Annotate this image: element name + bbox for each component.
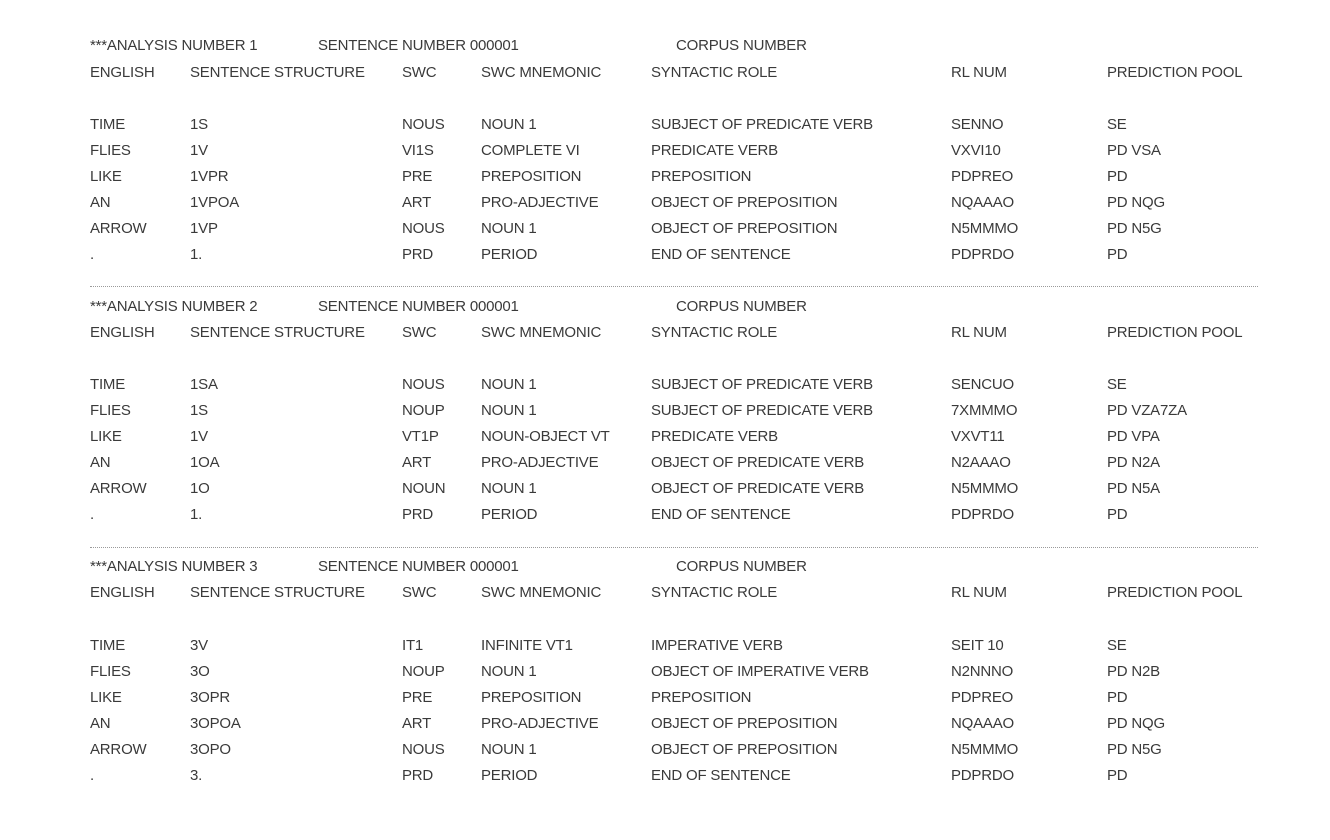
cell-english: AN bbox=[90, 194, 111, 211]
cell-pool: PD N5G bbox=[1107, 741, 1162, 758]
col-swc-mnemonic: SWC MNEMONIC bbox=[481, 64, 602, 81]
cell-english: FLIES bbox=[90, 663, 131, 680]
cell-role: END OF SENTENCE bbox=[651, 767, 791, 784]
col-prediction-pool: PREDICTION POOL bbox=[1107, 64, 1243, 81]
cell-english: TIME bbox=[90, 637, 126, 654]
cell-role: PREDICATE VERB bbox=[651, 428, 778, 445]
cell-pool: PD bbox=[1107, 506, 1128, 523]
cell-mnemonic: PREPOSITION bbox=[481, 168, 582, 185]
analysis-header-line bbox=[0, 36, 1330, 56]
cell-rl-num: 7XMMMO bbox=[951, 402, 1018, 419]
col-swc: SWC bbox=[402, 584, 437, 601]
cell-role: END OF SENTENCE bbox=[651, 246, 791, 263]
col-sentence-structure: SENTENCE STRUCTURE bbox=[190, 584, 365, 601]
cell-role: OBJECT OF PREDICATE VERB bbox=[651, 454, 865, 471]
sentence-number: SENTENCE NUMBER 000001 bbox=[318, 558, 519, 575]
cell-pool: PD VZA7ZA bbox=[1107, 402, 1187, 419]
cell-swc: NOUP bbox=[402, 402, 445, 419]
cell-role: PREDICATE VERB bbox=[651, 142, 778, 159]
cell-structure: 1VPOA bbox=[190, 194, 240, 211]
cell-mnemonic: NOUN 1 bbox=[481, 663, 537, 680]
section-divider bbox=[90, 547, 1258, 548]
cell-rl-num: PDPRDO bbox=[951, 767, 1014, 784]
cell-english: ARROW bbox=[90, 741, 147, 758]
cell-swc: NOUN bbox=[402, 480, 446, 497]
table-row bbox=[0, 505, 1330, 525]
cell-english: FLIES bbox=[90, 402, 131, 419]
col-syntactic-role: SYNTACTIC ROLE bbox=[651, 324, 778, 341]
cell-swc: PRD bbox=[402, 506, 434, 523]
cell-pool: PD N2B bbox=[1107, 663, 1160, 680]
cell-english: TIME bbox=[90, 376, 126, 393]
table-row bbox=[0, 766, 1330, 786]
cell-structure: 1O bbox=[190, 480, 210, 497]
cell-rl-num: NQAAAO bbox=[951, 194, 1014, 211]
cell-swc: VI1S bbox=[402, 142, 434, 159]
cell-role: SUBJECT OF PREDICATE VERB bbox=[651, 376, 873, 393]
col-english: ENGLISH bbox=[90, 584, 155, 601]
cell-rl-num: SEIT 10 bbox=[951, 637, 1004, 654]
cell-swc: NOUP bbox=[402, 663, 445, 680]
col-syntactic-role: SYNTACTIC ROLE bbox=[651, 64, 778, 81]
cell-mnemonic: NOUN-OBJECT VT bbox=[481, 428, 610, 445]
table-row bbox=[0, 167, 1330, 187]
sentence-number: SENTENCE NUMBER 000001 bbox=[318, 37, 519, 54]
cell-pool: PD bbox=[1107, 246, 1128, 263]
cell-rl-num: NQAAAO bbox=[951, 715, 1014, 732]
cell-role: OBJECT OF PREPOSITION bbox=[651, 194, 838, 211]
cell-mnemonic: PRO-ADJECTIVE bbox=[481, 454, 599, 471]
cell-structure: 1S bbox=[190, 402, 208, 419]
cell-english: . bbox=[90, 767, 94, 784]
cell-role: END OF SENTENCE bbox=[651, 506, 791, 523]
col-english: ENGLISH bbox=[90, 64, 155, 81]
analysis-header-line bbox=[0, 557, 1330, 577]
corpus-number: CORPUS NUMBER bbox=[676, 37, 807, 54]
cell-swc: PRD bbox=[402, 246, 434, 263]
col-swc-mnemonic: SWC MNEMONIC bbox=[481, 324, 602, 341]
table-row bbox=[0, 115, 1330, 135]
cell-structure: 1. bbox=[190, 506, 203, 523]
corpus-number: CORPUS NUMBER bbox=[676, 298, 807, 315]
cell-english: AN bbox=[90, 454, 111, 471]
col-rl-num: RL NUM bbox=[951, 64, 1007, 81]
cell-swc: PRE bbox=[402, 168, 433, 185]
cell-pool: SE bbox=[1107, 116, 1127, 133]
col-swc-mnemonic: SWC MNEMONIC bbox=[481, 584, 602, 601]
cell-role: PREPOSITION bbox=[651, 689, 752, 706]
col-english: ENGLISH bbox=[90, 324, 155, 341]
cell-mnemonic: NOUN 1 bbox=[481, 116, 537, 133]
cell-swc: NOUS bbox=[402, 376, 445, 393]
cell-pool: PD N2A bbox=[1107, 454, 1160, 471]
col-sentence-structure: SENTENCE STRUCTURE bbox=[190, 64, 365, 81]
cell-english: TIME bbox=[90, 116, 126, 133]
table-row bbox=[0, 141, 1330, 161]
cell-rl-num: N5MMMO bbox=[951, 741, 1019, 758]
cell-role: OBJECT OF PREDICATE VERB bbox=[651, 480, 865, 497]
corpus-number: CORPUS NUMBER bbox=[676, 558, 807, 575]
cell-swc: NOUS bbox=[402, 116, 445, 133]
sentence-number: SENTENCE NUMBER 000001 bbox=[318, 298, 519, 315]
cell-mnemonic: INFINITE VT1 bbox=[481, 637, 573, 654]
cell-mnemonic: NOUN 1 bbox=[481, 402, 537, 419]
table-row bbox=[0, 193, 1330, 213]
cell-mnemonic: COMPLETE VI bbox=[481, 142, 580, 159]
cell-pool: PD NQG bbox=[1107, 194, 1165, 211]
cell-rl-num: PDPRDO bbox=[951, 506, 1014, 523]
cell-structure: 1V bbox=[190, 142, 208, 159]
cell-structure: 1VP bbox=[190, 220, 218, 237]
cell-rl-num: VXVI10 bbox=[951, 142, 1001, 159]
section-divider bbox=[90, 286, 1258, 287]
cell-english: AN bbox=[90, 715, 111, 732]
cell-role: OBJECT OF PREPOSITION bbox=[651, 715, 838, 732]
column-header-row bbox=[0, 63, 1330, 83]
cell-mnemonic: NOUN 1 bbox=[481, 376, 537, 393]
table-row bbox=[0, 636, 1330, 656]
cell-structure: 3V bbox=[190, 637, 208, 654]
cell-swc: PRD bbox=[402, 767, 434, 784]
cell-swc: PRE bbox=[402, 689, 433, 706]
table-row bbox=[0, 245, 1330, 265]
cell-english: LIKE bbox=[90, 168, 122, 185]
table-row bbox=[0, 479, 1330, 499]
cell-pool: SE bbox=[1107, 637, 1127, 654]
cell-rl-num: PDPREO bbox=[951, 689, 1014, 706]
col-swc: SWC bbox=[402, 324, 437, 341]
cell-swc: IT1 bbox=[402, 637, 424, 654]
cell-mnemonic: PREPOSITION bbox=[481, 689, 582, 706]
cell-mnemonic: PERIOD bbox=[481, 246, 538, 263]
cell-mnemonic: NOUN 1 bbox=[481, 220, 537, 237]
column-header-row bbox=[0, 323, 1330, 343]
cell-rl-num: SENCUO bbox=[951, 376, 1014, 393]
cell-pool: PD bbox=[1107, 168, 1128, 185]
cell-english: FLIES bbox=[90, 142, 131, 159]
table-row bbox=[0, 375, 1330, 395]
cell-mnemonic: PRO-ADJECTIVE bbox=[481, 715, 599, 732]
table-row bbox=[0, 688, 1330, 708]
cell-mnemonic: PERIOD bbox=[481, 506, 538, 523]
col-prediction-pool: PREDICTION POOL bbox=[1107, 584, 1243, 601]
cell-english: LIKE bbox=[90, 689, 122, 706]
cell-swc: NOUS bbox=[402, 220, 445, 237]
analysis-number: ***ANALYSIS NUMBER 3 bbox=[90, 558, 258, 575]
col-prediction-pool: PREDICTION POOL bbox=[1107, 324, 1243, 341]
cell-structure: 1. bbox=[190, 246, 203, 263]
cell-swc: ART bbox=[402, 715, 432, 732]
cell-rl-num: N5MMMO bbox=[951, 480, 1019, 497]
cell-role: PREPOSITION bbox=[651, 168, 752, 185]
cell-mnemonic: NOUN 1 bbox=[481, 480, 537, 497]
cell-pool: PD N5G bbox=[1107, 220, 1162, 237]
cell-pool: PD VPA bbox=[1107, 428, 1160, 445]
cell-role: SUBJECT OF PREDICATE VERB bbox=[651, 116, 873, 133]
table-row bbox=[0, 662, 1330, 682]
cell-english: ARROW bbox=[90, 220, 147, 237]
cell-structure: 1S bbox=[190, 116, 208, 133]
col-rl-num: RL NUM bbox=[951, 324, 1007, 341]
analysis-header-line bbox=[0, 297, 1330, 317]
cell-structure: 3OPOA bbox=[190, 715, 241, 732]
cell-rl-num: N2NNNO bbox=[951, 663, 1014, 680]
cell-structure: 3. bbox=[190, 767, 203, 784]
cell-structure: 3OPR bbox=[190, 689, 231, 706]
cell-english: LIKE bbox=[90, 428, 122, 445]
col-swc: SWC bbox=[402, 64, 437, 81]
analysis-number: ***ANALYSIS NUMBER 2 bbox=[90, 298, 258, 315]
cell-structure: 1OA bbox=[190, 454, 220, 471]
cell-rl-num: PDPREO bbox=[951, 168, 1014, 185]
cell-swc: ART bbox=[402, 194, 432, 211]
cell-rl-num: SENNO bbox=[951, 116, 1004, 133]
cell-structure: 1VPR bbox=[190, 168, 229, 185]
cell-role: SUBJECT OF PREDICATE VERB bbox=[651, 402, 873, 419]
table-row bbox=[0, 219, 1330, 239]
cell-swc: VT1P bbox=[402, 428, 439, 445]
cell-structure: 3O bbox=[190, 663, 210, 680]
cell-rl-num: PDPRDO bbox=[951, 246, 1014, 263]
cell-rl-num: N2AAAO bbox=[951, 454, 1011, 471]
col-sentence-structure: SENTENCE STRUCTURE bbox=[190, 324, 365, 341]
table-row bbox=[0, 427, 1330, 447]
column-header-row bbox=[0, 583, 1330, 603]
cell-pool: PD N5A bbox=[1107, 480, 1160, 497]
cell-mnemonic: NOUN 1 bbox=[481, 741, 537, 758]
table-row bbox=[0, 453, 1330, 473]
cell-pool: PD NQG bbox=[1107, 715, 1165, 732]
cell-role: IMPERATIVE VERB bbox=[651, 637, 783, 654]
cell-english: ARROW bbox=[90, 480, 147, 497]
table-row bbox=[0, 740, 1330, 760]
cell-role: OBJECT OF PREPOSITION bbox=[651, 741, 838, 758]
cell-pool: SE bbox=[1107, 376, 1127, 393]
cell-pool: PD bbox=[1107, 689, 1128, 706]
cell-pool: PD VSA bbox=[1107, 142, 1161, 159]
table-row bbox=[0, 714, 1330, 734]
cell-structure: 3OPO bbox=[190, 741, 231, 758]
cell-mnemonic: PERIOD bbox=[481, 767, 538, 784]
cell-rl-num: N5MMMO bbox=[951, 220, 1019, 237]
col-rl-num: RL NUM bbox=[951, 584, 1007, 601]
cell-pool: PD bbox=[1107, 767, 1128, 784]
cell-structure: 1V bbox=[190, 428, 208, 445]
cell-rl-num: VXVT11 bbox=[951, 428, 1005, 445]
cell-role: OBJECT OF IMPERATIVE VERB bbox=[651, 663, 869, 680]
cell-mnemonic: PRO-ADJECTIVE bbox=[481, 194, 599, 211]
cell-structure: 1SA bbox=[190, 376, 218, 393]
cell-swc: NOUS bbox=[402, 741, 445, 758]
cell-swc: ART bbox=[402, 454, 432, 471]
table-row bbox=[0, 401, 1330, 421]
col-syntactic-role: SYNTACTIC ROLE bbox=[651, 584, 778, 601]
cell-role: OBJECT OF PREPOSITION bbox=[651, 220, 838, 237]
analysis-number: ***ANALYSIS NUMBER 1 bbox=[90, 37, 258, 54]
cell-english: . bbox=[90, 506, 94, 523]
cell-english: . bbox=[90, 246, 94, 263]
